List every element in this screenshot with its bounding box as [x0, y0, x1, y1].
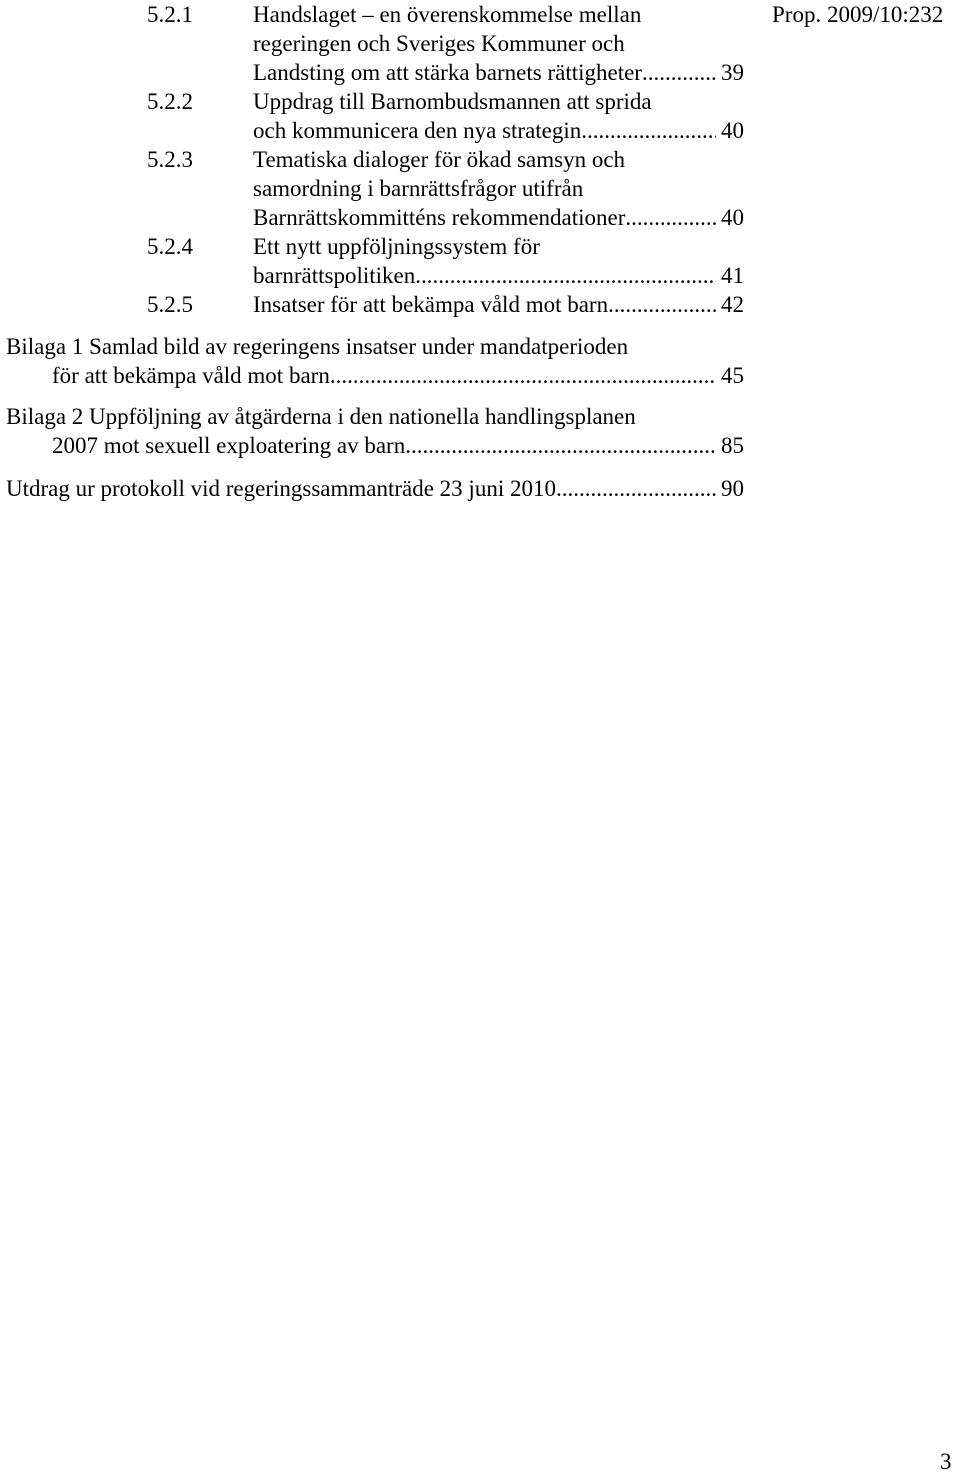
- toc-entry-number: 5.2.1: [147, 2, 193, 27]
- toc-entry-last-line: [6, 474, 744, 503]
- toc-entry-line: Landsting om att stärka barnets rättigheter: [253, 60, 642, 85]
- toc-entry-line: Utdrag ur protokoll vid regeringssammanträde 23 juni 2010: [6, 476, 556, 501]
- toc-entry-last-line: [6, 361, 744, 390]
- toc-page-number: 42: [721, 292, 744, 317]
- toc-entry-line: Insatser för att bekämpa våld mot barn: [253, 292, 609, 317]
- dot-leader: [330, 361, 716, 390]
- dot-leader: [556, 474, 716, 503]
- toc-entry-last-line: [253, 203, 744, 232]
- dot-leader: [608, 290, 716, 319]
- toc-entry-bilaga-1[interactable]: [6, 332, 744, 390]
- toc-entry-title: [253, 290, 744, 319]
- toc-entry-line: Tematiska dialoger för ökad samsyn och: [253, 147, 626, 172]
- toc-entry-last-line: [253, 261, 744, 290]
- toc-entry-line: och kommunicera den nya strategin: [253, 118, 582, 143]
- dot-leader: [625, 203, 716, 232]
- toc-entry-number: 5.2.5: [147, 292, 193, 317]
- toc-page-number: 85: [721, 433, 744, 458]
- toc-entry-line: Barnrättskommitténs rekommendationer: [253, 205, 626, 230]
- toc-entry-line: Bilaga 1 Samlad bild av regeringens insatser under mandatperioden: [6, 334, 629, 359]
- dot-leader: [405, 431, 716, 460]
- toc-page-number: 40: [721, 205, 744, 230]
- toc-entry-last-line: [6, 431, 744, 460]
- toc-entry-line: regeringen och Sveriges Kommuner och: [253, 31, 625, 56]
- toc-entry-number: 5.2.2: [147, 89, 193, 114]
- toc-page-number: 45: [721, 363, 744, 388]
- document-reference: Prop. 2009/10:232: [772, 2, 944, 27]
- toc-entry-line: 2007 mot sexuell exploatering av barn: [52, 433, 406, 458]
- dot-leader: [415, 261, 716, 290]
- toc-entry-title: [253, 87, 744, 145]
- dot-leader: [642, 58, 716, 87]
- toc-page-number: 90: [721, 476, 744, 501]
- toc-entry-title: [253, 232, 744, 290]
- toc-page-number: 39: [721, 60, 744, 85]
- toc-entry-line: barnrättspolitiken: [253, 263, 416, 288]
- toc-entry-number: 5.2.4: [147, 234, 193, 259]
- toc-entry-bilaga-2[interactable]: [6, 402, 744, 460]
- toc-entry-protocol-excerpt[interactable]: [6, 474, 744, 503]
- toc-entry-title: [253, 0, 744, 87]
- toc-entry-line: Handslaget – en överenskommelse mellan: [253, 2, 642, 27]
- toc-entry-last-line: [253, 116, 744, 145]
- toc-entry-number: 5.2.3: [147, 147, 193, 172]
- toc-entry-line: Ett nytt uppföljningssystem för: [253, 234, 540, 259]
- toc-entry-last-line: [253, 58, 744, 87]
- page-number: 3: [940, 1449, 952, 1474]
- toc-entry-line: samordning i barnrättsfrågor utifrån: [253, 176, 584, 201]
- toc-entry-title: [253, 145, 744, 232]
- toc-entry-last-line: [253, 290, 744, 319]
- toc-entry-line: Bilaga 2 Uppföljning av åtgärderna i den nationella handlingsplanen: [6, 404, 636, 429]
- toc-page-number: 40: [721, 118, 744, 143]
- toc-page-number: 41: [721, 263, 744, 288]
- toc-entry-line: för att bekämpa våld mot barn: [52, 363, 330, 388]
- toc-entry-line: Uppdrag till Barnombudsmannen att sprida: [253, 89, 652, 114]
- dot-leader: [581, 116, 716, 145]
